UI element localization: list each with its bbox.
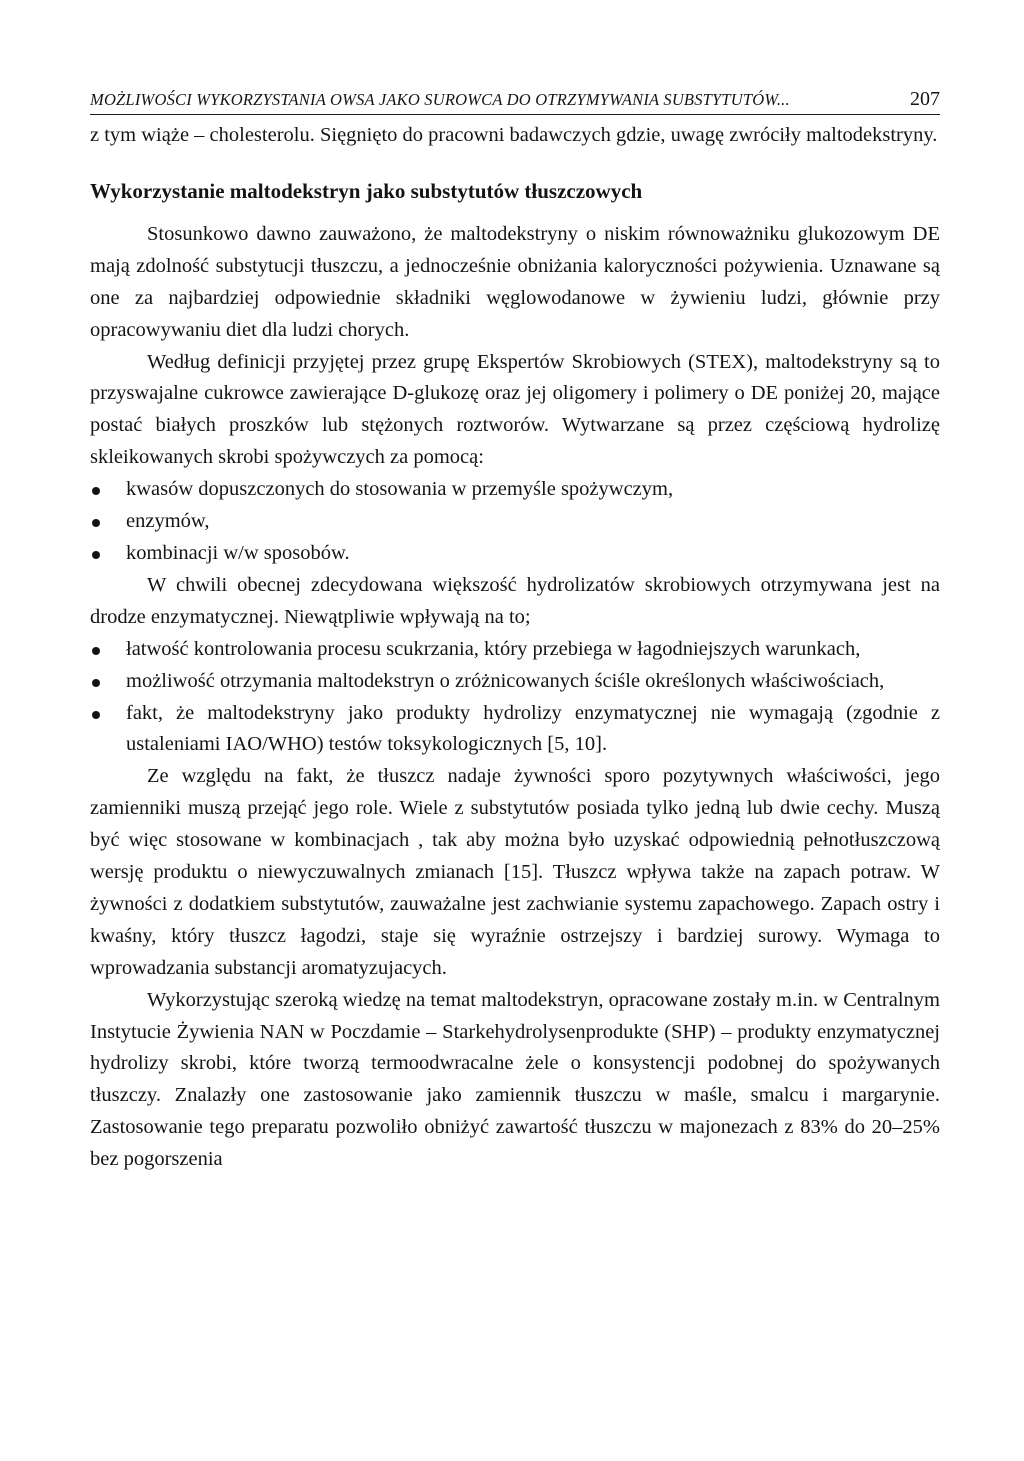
running-header bbox=[90, 88, 940, 115]
running-title: MOŻLIWOŚCI WYKORZYSTANIA OWSA JAKO SUROWCA DO OTRZYMYWANIA SUBSTYTUTÓW... bbox=[90, 90, 790, 109]
paragraph-5: Wykorzystując szeroką wiedzę na temat maltodekstryn, opracowane zostały m.in. w Centralnym Instytucie Żywienia NAN w Poczdamie – Starkehydrolysenprodukte (SHP) – produkty enzymatycznej hydrolizy skrobi, które tworzą termoodwracalne żele o konsystencji podobnej do spożywanych tłuszczy. Znalazły one zastosowanie jako zamiennik tłuszczu w maśle, smalcu i margarynie. Zastosowanie tego preparatu pozwoliło obniżyć zawartość tłuszczu w majonezach z 83% do 20–25% bez pogorszenia bbox=[90, 988, 940, 1171]
page-number: 207 bbox=[910, 88, 940, 110]
list-item: łatwość kontrolowania procesu scukrzania, który przebiega w łagodniejszych warunkach, bbox=[90, 634, 940, 666]
list-item: fakt, że maltodekstryny jako produkty hydrolizy enzymatycznej nie wymagają (zgodnie z ustaleniami IAO/WHO) testów toksykologicznych [5, 10]. bbox=[90, 698, 940, 762]
paragraph-2: Według definicji przyjętej przez grupę Ekspertów Skrobiowych (STEX), maltodekstryny są to przyswajalne cukrowce zawierające D-glukozę oraz jej oligomery i polimery o DE poniżej 20, mające postać białych proszków lub stężonych roztworów. Wytwarzane są przez częściową hydrolizę skleikowanych skrobi spożywczych za pomocą: bbox=[90, 350, 940, 469]
list-item: kwasów dopuszczonych do stosowania w przemyśle spożywczym, bbox=[90, 474, 940, 506]
body-text bbox=[90, 120, 940, 1176]
paragraph-1: Stosunkowo dawno zauważono, że maltodekstryny o niskim równoważniku glukozowym DE mają zdolność substytucji tłuszczu, a jednocześnie obniżania kaloryczności pożywienia. Uznawane są one za najbardziej odpowiednie składniki węglowodanowe w żywieniu ludzi, głównie przy opracowywaniu diet dla ludzi chorych. bbox=[90, 222, 940, 341]
document-page bbox=[90, 88, 940, 1176]
paragraph-3: W chwili obecnej zdecydowana większość hydrolizatów skrobiowych otrzymywana jest na drodze enzymatycznej. Niewątpliwie wpływają na to; bbox=[90, 573, 940, 628]
list-item: kombinacji w/w sposobów. bbox=[90, 538, 940, 570]
continuation-paragraph: z tym wiąże – cholesterolu. Sięgnięto do pracowni badawczych gdzie, uwagę zwróciły maltodekstryny. bbox=[90, 124, 938, 146]
bullet-list-reasons bbox=[90, 634, 940, 762]
bullet-list-methods bbox=[90, 474, 940, 570]
paragraph-4: Ze względu na fakt, że tłuszcz nadaje żywności sporo pozytywnych właściwości, jego zamienniki muszą przejąć jego role. Wiele z substytutów posiada tylko jedną lub dwie cechy. Muszą być więc stosowane w kombinacjach , tak aby można było uzyskać odpowiednią pełnotłuszczową wersję produktu o niewyczuwalnych zmianach [15]. Tłuszcz wpływa także na zapach potraw. W żywności z dodatkiem substytutów, zauważalne jest zachwianie systemu zapachowego. Zapach ostry i kwaśny, który tłuszcz łagodzi, staje się wyraźnie ostrzejszy i bardziej surowy. Wymaga to wprowadzania substancji aromatyzujacych. bbox=[90, 765, 940, 979]
list-item: możliwość otrzymania maltodekstryn o zróżnicowanych ściśle określonych właściwościach, bbox=[90, 666, 940, 698]
section-heading: Wykorzystanie maltodekstryn jako substytutów tłuszczowych bbox=[90, 178, 643, 203]
list-item: enzymów, bbox=[90, 506, 940, 538]
